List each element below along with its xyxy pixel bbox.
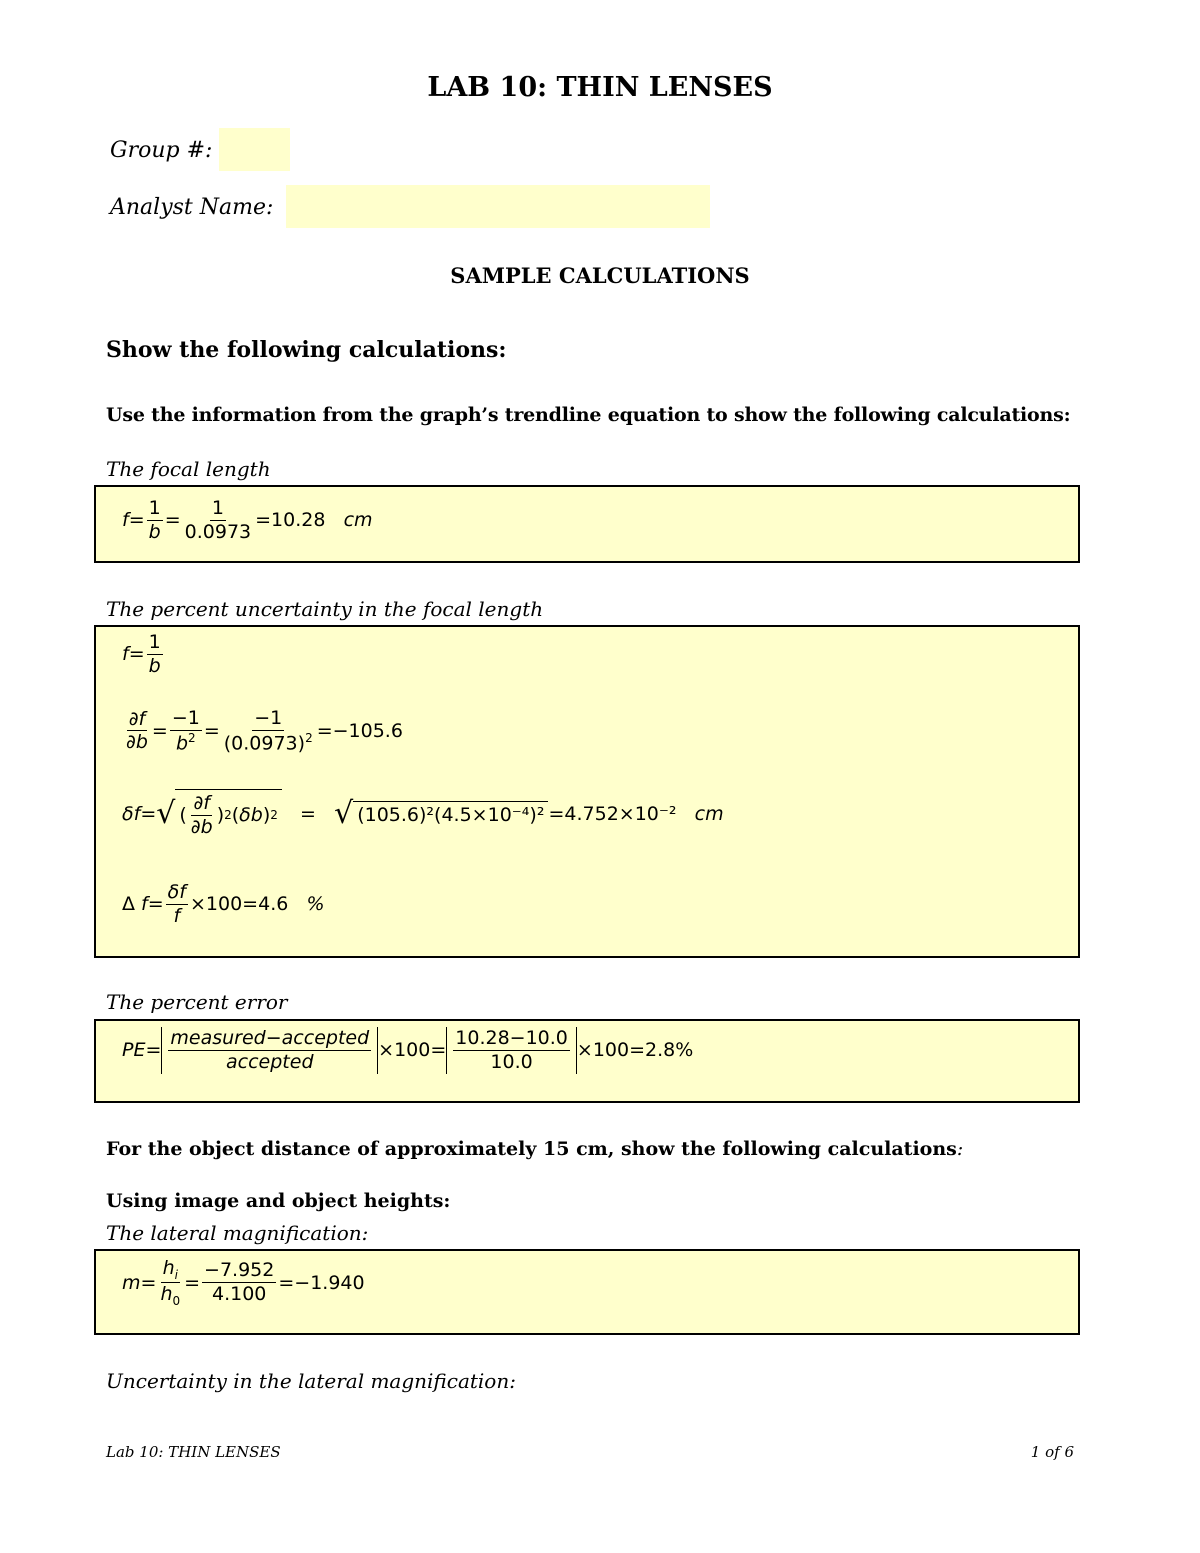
percent-uncertainty-result: 4.6 bbox=[258, 893, 289, 916]
measured-word: measured bbox=[170, 1027, 266, 1049]
magnification-result: −1.940 bbox=[294, 1271, 365, 1294]
focal-length-box[interactable] bbox=[94, 485, 1080, 563]
hi-value: −7.952 bbox=[204, 1259, 275, 1282]
uncertainty-caption: The percent uncertainty in the focal length bbox=[106, 597, 544, 621]
object-distance-instruction-bold: For the object distance of approximately 15 cm, show the following calculations bbox=[106, 1138, 957, 1160]
analyst-name-field[interactable] bbox=[286, 185, 710, 228]
derivative-equation: $\frac{\partial f}{\partial b}$ = $\frac{-1}{b^2}$ = $\frac{-1}{(0.0973)^2}$ = −105.6 bbox=[126, 707, 403, 755]
magnification-uncertainty-caption: Uncertainty in the lateral magnification: bbox=[106, 1369, 516, 1393]
delta-f-expression: (105.6)²(4.5×10⁻⁴)² bbox=[353, 801, 548, 826]
delta-f-result: 4.752×10⁻² bbox=[564, 802, 677, 825]
percent-error-box[interactable] bbox=[94, 1019, 1080, 1103]
percent-uncertainty-unit: % bbox=[306, 893, 325, 916]
focal-length-result: 10.28 bbox=[271, 509, 326, 532]
group-label: Group #: bbox=[110, 138, 213, 163]
accepted-word-den: accepted bbox=[226, 1050, 314, 1073]
h0-value: 4.100 bbox=[212, 1283, 267, 1306]
trendline-instruction: Use the information from the graph’s trendline equation to show the following calculations: bbox=[106, 404, 1071, 426]
measured-value: 10.28 bbox=[455, 1027, 510, 1049]
focal-length-equation: f = $\frac{1}{b}$ = $\frac{1}{0.0973}$ = 10.28 cm bbox=[122, 497, 373, 543]
percent-uncertainty-equation: Δ f = $\frac{\delta f}{f}$ ×100= 4.6 % bbox=[122, 881, 325, 927]
heights-heading: Using image and object heights: bbox=[106, 1190, 451, 1212]
magnification-caption: The lateral magnification: bbox=[106, 1221, 369, 1245]
uncertainty-box[interactable] bbox=[94, 625, 1080, 958]
footer-left: Lab 10: THIN LENSES bbox=[106, 1443, 281, 1461]
magnification-equation: m = $\frac{h_i}{h_0}$ = $\frac{-7.952}{4.100}$ = −1.940 bbox=[122, 1257, 365, 1308]
analyst-name-label: Analyst Name: bbox=[110, 195, 274, 220]
accepted-word-num: accepted bbox=[281, 1027, 370, 1049]
delta-f-unit: cm bbox=[694, 802, 724, 825]
focal-length-caption: The focal length bbox=[106, 457, 271, 481]
magnification-box[interactable] bbox=[94, 1249, 1080, 1335]
page-title: LAB 10: THIN LENSES bbox=[427, 72, 773, 103]
f-equals-one-over-b: f = $\frac{1}{b}$ bbox=[122, 631, 161, 677]
b-value: 0.0973 bbox=[184, 520, 252, 543]
percent-error-caption: The percent error bbox=[106, 990, 288, 1014]
percent-error-result: 2.8% bbox=[645, 1039, 694, 1062]
accepted-value-num: 10.0 bbox=[525, 1027, 568, 1049]
page-number: 1 of 6 bbox=[1030, 1443, 1074, 1461]
focal-length-unit: cm bbox=[343, 509, 373, 532]
object-distance-instruction-tail: : bbox=[956, 1138, 964, 1160]
delta-f-equation: δf = √ ( $\frac{\partial f}{\partial b}$ ) 2 ( δb ) 2 = √ (105.6)²(4.5×10⁻⁴)² = 4.752×10⁻² cm bbox=[122, 789, 724, 839]
derivative-result: −105.6 bbox=[332, 719, 403, 742]
group-number-field[interactable] bbox=[219, 128, 290, 171]
percent-error-equation: PE = $\frac{\text{measured−accepted}}{\text{accepted}}$ ×100= $\frac{10.28-10.0}{10.0}$ ×100= 2.8% bbox=[122, 1027, 694, 1073]
accepted-value-den: 10.0 bbox=[490, 1050, 533, 1073]
show-calculations-heading: Show the following calculations: bbox=[106, 337, 507, 363]
section-title: SAMPLE CALCULATIONS bbox=[450, 263, 750, 288]
object-distance-instruction bbox=[106, 1138, 963, 1160]
